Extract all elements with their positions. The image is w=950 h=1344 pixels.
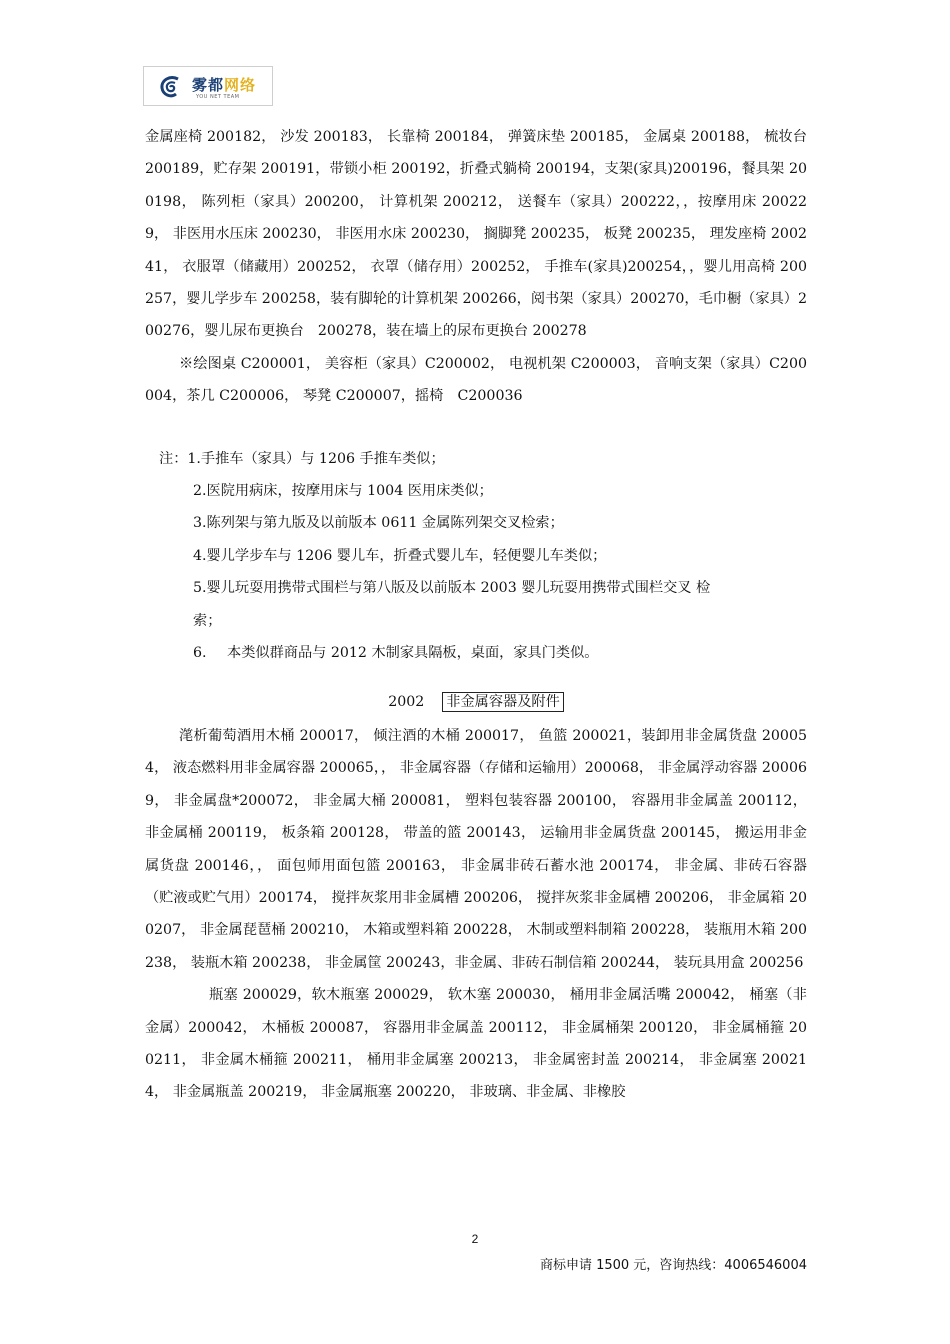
note-5: 5.婴儿玩耍用携带式围栏与第八版及以前版本 2003 婴儿玩耍用携带式围栏交叉 检 — [193, 580, 711, 597]
note-6 — [145, 637, 807, 669]
logo-text-part-1: 雾都 — [192, 76, 225, 94]
spacer — [145, 413, 807, 443]
note-1: 注：1.手推车（家具）与 1206 手推车类似； — [159, 450, 445, 467]
company-logo — [143, 66, 273, 106]
notes-block — [145, 443, 807, 670]
note-6-text: 本类似群商品与 2012 木制家具隔板，桌面，家具门类似。 — [227, 645, 599, 662]
section-title: 非金属容器及附件 — [442, 692, 564, 712]
furniture-items-paragraph: 金属座椅 200182， 沙发 200183， 长靠椅 200184， 弹簧床垫 200185， 金属桌 200188， 梳妆台 200189，贮存架 200191，带锁小柜 200192，折叠式躺椅 200194，支架(家具)200196，餐具架 200198， 陈列柜（家具）200200， 计算机架 200212， 送餐车（家具）200222，，按摩用床 200229， 非医用水压床 200230， 非医用水床 200230， 搁脚凳 200235， 板凳 200235， 理发座椅 200241， 衣服罩（储藏用）200252， 衣罩（储存用）200252， 手推车(家具)200254，，婴儿用高椅 200257，婴儿学步车 200258，装有脚轮的计算机架 200266，阅书架（家具）200270，毛巾橱（家具）200276，婴儿尿布更换台 200278，装在墙上的尿布更换台 200278 — [145, 129, 807, 340]
logo-wordmark — [192, 74, 256, 95]
note-2: 2.医院用病床，按摩用床与 1004 医用床类似； — [193, 483, 493, 500]
note-5-continuation: 索； — [193, 612, 222, 629]
container-items-paragraph: 滗析葡萄酒用木桶 200017， 倾注酒的木桶 200017， 鱼篮 200021，装卸用非金属货盘 200054， 液态燃料用非金属容器 200065，， 非金属容器（存储和运输用）200068， 非金属浮动容器 200069， 非金属盘*200072， 非金属大桶 200081， 塑料包装容器 200100， 容器用非金属盖 200112， 非金属桶 200119， 板条箱 200128， 带盖的篮 200143， 运输用非金属货盘 200145， 搬运用非金属货盘 200146，， 面包师用面包篮 200163， 非金属非砖石蓄水池 200174， 非金属、非砖石容器（贮液或贮气用）200174， 搅拌灰浆用非金属槽 200206， 搅拌灰浆非金属槽 200206， 非金属箱 200207， 非金属琵琶桶 200210， 木箱或塑料箱 200228， 木制或塑料制箱 200228， 装瓶用木箱 200238， 装瓶木箱 200238， 非金属筐 200243，非金属、非砖石制信箱 200244， 装玩具用盒 200256 — [145, 727, 807, 971]
logo-text-part-2: 网络 — [224, 76, 257, 94]
similar-items-paragraph: ※绘图桌 C200001， 美容柜（家具）C200002， 电视机架 C200003， 音响支架（家具）C200004，茶几 C200006， 琴凳 C200007，摇椅 C200036 — [145, 355, 807, 405]
section-code: 2002 — [388, 693, 425, 710]
page-number: 2 — [471, 1232, 479, 1246]
logo-swirl-icon — [158, 74, 184, 100]
logo-subtitle: YOU NET TEAM — [196, 94, 240, 100]
document-body — [145, 121, 807, 1109]
note-3: 3.陈列架与第九版及以前版本 0611 金属陈列架交叉检索； — [193, 515, 564, 532]
section-heading — [145, 686, 807, 718]
footer-ad-text: 商标申请 1500 元，咨询热线：4006546004 — [539, 1258, 807, 1273]
note-4: 4.婴儿学步车与 1206 婴儿车，折叠式婴儿车，轻便婴儿车类似； — [193, 547, 607, 564]
note-6-number: 6. — [193, 645, 207, 662]
stopper-items-paragraph: 瓶塞 200029，软木瓶塞 200029， 软木塞 200030， 桶用非金属活嘴 200042， 桶塞（非金属）200042， 木桶板 200087， 容器用非金属盖 200112， 非金属桶架 200120， 非金属桶箍 200211， 非金属木桶箍 200211， 桶用非金属塞 200213， 非金属密封盖 200214， 非金属塞 200214， 非金属瓶盖 200219， 非金属瓶塞 200220， 非玻璃、非金属、非橡胶 — [145, 987, 807, 1101]
